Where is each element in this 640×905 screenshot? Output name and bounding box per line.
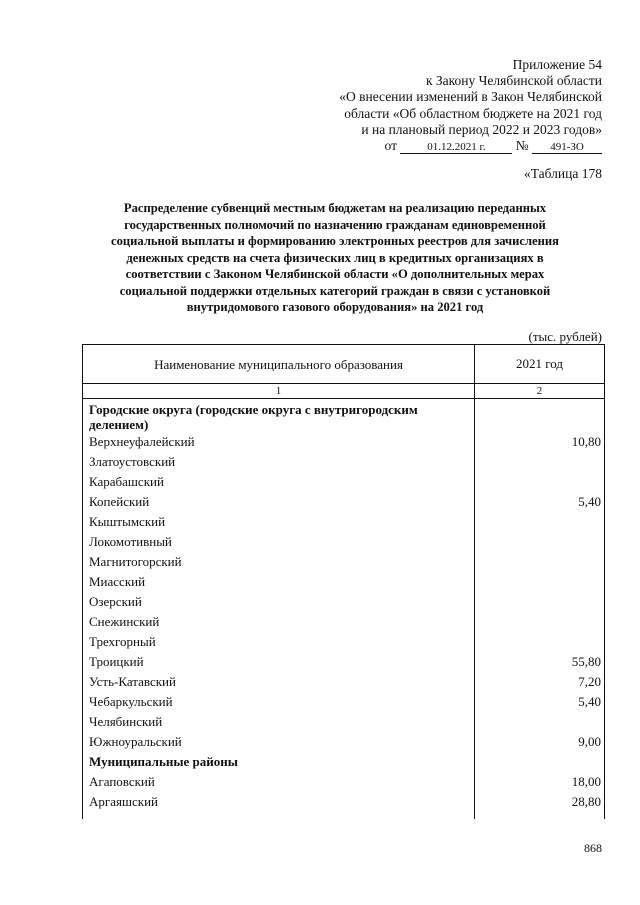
- units-label: (тыс. рублей): [528, 329, 602, 344]
- from-label: от: [384, 138, 397, 154]
- amount-value: 9,00: [578, 734, 601, 749]
- appendix-number: Приложение 54: [512, 57, 602, 72]
- municipality-name: Миасский: [89, 574, 146, 589]
- municipality-name: Аргаяшский: [89, 794, 158, 809]
- section-name: Муниципальные районы: [89, 754, 238, 769]
- municipality-name: Копейский: [89, 494, 150, 509]
- column-number-2: 2: [536, 385, 543, 397]
- column-number-1: 1: [83, 384, 475, 398]
- municipality-name: Чебаркульский: [89, 694, 173, 709]
- amount-value: 10,80: [571, 434, 601, 449]
- appendix-header: [282, 57, 602, 154]
- municipality-name: Южноуральский: [89, 734, 182, 749]
- municipality-name: Челябинский: [89, 714, 163, 729]
- municipality-name: Локомотивный: [89, 534, 172, 549]
- amount-value: 28,80: [571, 794, 601, 809]
- column-number-row: [83, 384, 604, 399]
- municipality-name: Усть-Катавский: [89, 674, 176, 689]
- municipality-name: Верхнеуфалейский: [89, 434, 195, 449]
- document-title: Распределение субвенций местным бюджетам на реализацию переданных государственных полномочий по назначению гражданам единовременной социальной выплаты и формированию электронных реестров для зачисления денежных средств на счета физических лиц в кредитных организациях в соответствии с Законом Челябинской области «О дополнительных мерах социальной поддержки отдельных категорий граждан в связи с установкой внутридомового газового оборудования» на 2021 год: [111, 201, 559, 314]
- law-number: 491-ЗО: [532, 141, 602, 154]
- amount-value: 55,80: [571, 654, 601, 669]
- amount-value: 18,00: [571, 774, 601, 789]
- municipality-name: Троицкий: [89, 654, 144, 669]
- amount-value: 5,40: [578, 694, 601, 709]
- column-header-name: Наименование муниципального образования: [83, 345, 475, 383]
- column-divider: [474, 399, 475, 819]
- law-date: 01.12.2021 г.: [400, 141, 512, 154]
- column-header-year: 2021 год: [516, 356, 563, 371]
- appendix-law-ref: к Закону Челябинской области: [425, 73, 602, 89]
- municipality-name: Карабашский: [89, 474, 164, 489]
- table-header: [83, 345, 604, 384]
- section-name: Городские округа (городские округа с внутригородским делением): [89, 402, 418, 432]
- municipality-name: Озерский: [89, 594, 142, 609]
- municipality-name: Снежинский: [89, 614, 160, 629]
- page-number: 868: [584, 841, 602, 855]
- appendix-date-line: [282, 138, 602, 154]
- appendix-law-title-3: и на плановый период 2022 и 2023 годов»: [361, 121, 602, 137]
- number-label: №: [515, 138, 529, 154]
- table-reference: «Таблица 178: [524, 166, 602, 181]
- municipality-name: Златоустовский: [89, 454, 176, 469]
- distribution-table: [82, 344, 605, 819]
- appendix-law-title-2: области «Об областном бюджете на 2021 год: [344, 105, 602, 121]
- amount-value: 7,20: [578, 674, 601, 689]
- municipality-name: Агаповский: [89, 774, 155, 789]
- municipality-name: Кыштымский: [89, 514, 166, 529]
- amount-value: 5,40: [578, 494, 601, 509]
- municipality-name: Магнитогорский: [89, 554, 182, 569]
- municipality-name: Трехгорный: [89, 634, 156, 649]
- appendix-law-title-1: «О внесении изменений в Закон Челябинской: [339, 89, 602, 105]
